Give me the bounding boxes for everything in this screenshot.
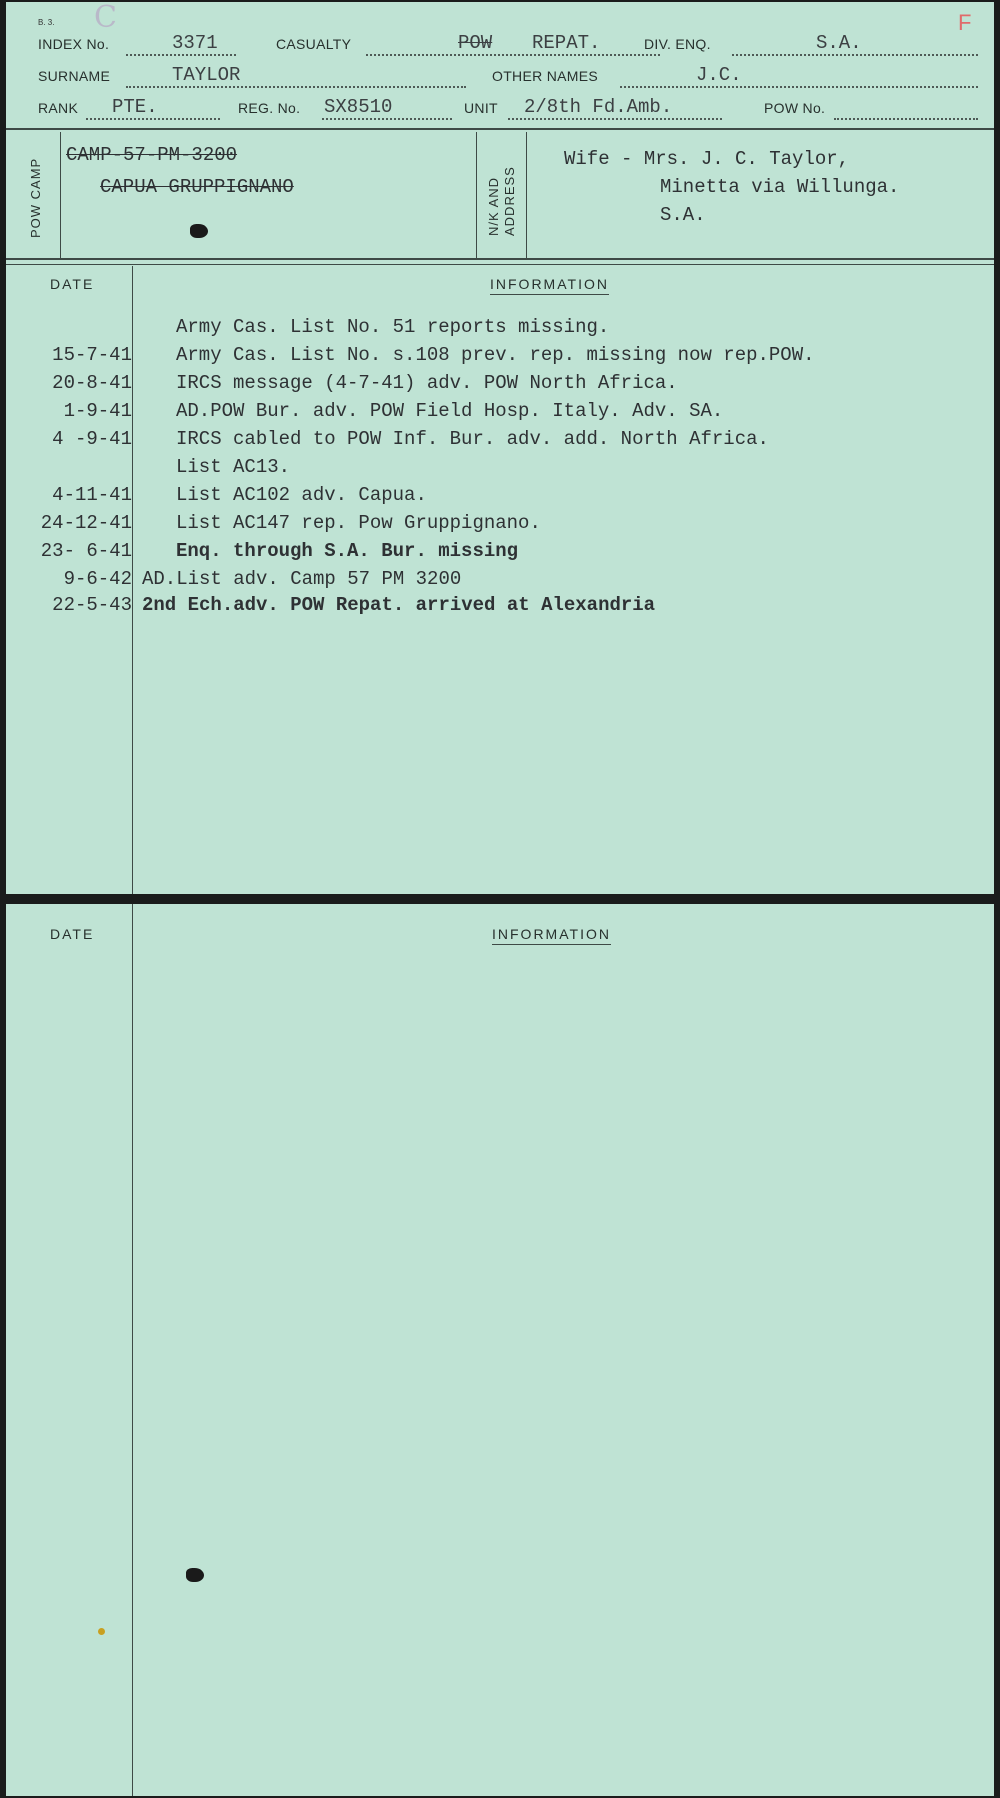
surname-dots [126, 86, 466, 88]
rank-dots [86, 118, 220, 120]
rank-value: PTE. [112, 96, 158, 118]
entry-info: List AC147 rep. Pow Gruppignano. [176, 512, 541, 534]
information-column-header: INFORMATION [490, 276, 609, 295]
back-date-column-header: DATE [50, 926, 95, 942]
index-no-label: INDEX No. [38, 36, 110, 52]
index-no-value: 3371 [172, 32, 218, 54]
header-row-surname [38, 64, 978, 92]
div-enq-dots [732, 54, 978, 56]
unit-label: UNIT [464, 100, 498, 116]
pow-camp-label: POW CAMP [28, 157, 43, 238]
entry-info: AD.List adv. Camp 57 PM 3200 [142, 568, 462, 590]
entry-date: 1-9-41 [63, 400, 132, 422]
entry-info: List AC102 adv. Capua. [176, 484, 427, 506]
pow-camp-section [6, 132, 994, 258]
entry-date: 4 -9-41 [52, 428, 132, 450]
nk-left-divider [476, 132, 477, 258]
entry-info: IRCS cabled to POW Inf. Bur. adv. add. North Africa. [176, 428, 769, 450]
other-names-dots [620, 86, 978, 88]
pow-section-divider-b [6, 264, 994, 265]
reg-no-dots [322, 118, 452, 120]
casualty-value: REPAT. [532, 32, 601, 54]
entry-date: 20-8-41 [52, 372, 132, 394]
reg-no-label: REG. No. [238, 100, 301, 116]
red-annotation-f: F [958, 10, 972, 35]
pow-no-dots [834, 118, 978, 120]
date-column-header: DATE [50, 276, 95, 292]
entry-info: Army Cas. List No. s.108 prev. rep. missing now rep.POW. [176, 344, 815, 366]
entry-info: IRCS message (4-7-41) adv. POW North Africa. [176, 372, 678, 394]
header-row-rank [38, 96, 978, 124]
div-enq-label: DIV. ENQ. [644, 36, 711, 52]
nok-line1: Wife - Mrs. J. C. Taylor, [564, 148, 850, 170]
other-names-value: J.C. [696, 64, 742, 86]
entry-info: Enq. through S.A. Bur. missing [176, 540, 519, 562]
reg-no-value: SX8510 [324, 96, 393, 118]
back-stain-mark [98, 1628, 105, 1635]
pencil-annotation-c: C [94, 2, 117, 35]
entry-info: Army Cas. List No. 51 reports missing. [176, 316, 610, 338]
card-header [6, 2, 994, 126]
rank-label: RANK [38, 100, 79, 116]
ink-blot [190, 224, 208, 238]
entry-date: 4-11-41 [52, 484, 132, 506]
casualty-struck-value: POW [458, 32, 493, 54]
card-front [6, 2, 994, 894]
nk-label-line2: ADDRESS [502, 166, 517, 236]
header-divider [6, 128, 994, 130]
nk-label-line1: N/K AND [486, 176, 501, 236]
entry-date: 9-6-42 [63, 568, 132, 590]
card-back [6, 904, 994, 1796]
nk-right-divider [526, 132, 527, 258]
back-ink-blot [186, 1568, 204, 1582]
other-names-label: OTHER NAMES [492, 68, 598, 84]
back-date-column-divider [132, 904, 133, 1796]
surname-value: TAYLOR [172, 64, 241, 86]
pow-camp-line2: CAPUA GRUPPIGNANO [100, 176, 294, 198]
entry-info: List AC13. [176, 456, 291, 478]
unit-dots [508, 118, 722, 120]
index-no-dots [126, 54, 236, 56]
div-enq-value: S.A. [816, 32, 862, 54]
pow-section-divider-a [6, 258, 994, 260]
header-row-index [38, 32, 978, 60]
pow-camp-label-divider [60, 132, 61, 258]
form-code: B. 3. [38, 18, 55, 27]
back-information-column-header: INFORMATION [492, 926, 611, 945]
casualty-dots [366, 54, 660, 56]
date-column-divider [132, 266, 133, 894]
nok-line3: S.A. [660, 204, 706, 226]
pow-no-label: POW No. [764, 100, 826, 116]
entry-date: 24-12-41 [40, 512, 132, 534]
nok-line2: Minetta via Willunga. [660, 176, 900, 198]
entry-info: 2nd Ech.adv. POW Repat. arrived at Alexandria [142, 594, 656, 616]
entry-info: AD.POW Bur. adv. POW Field Hosp. Italy. Adv. SA. [176, 400, 724, 422]
unit-value: 2/8th Fd.Amb. [524, 96, 673, 118]
entry-date: 15-7-41 [52, 344, 132, 366]
entry-date: 22-5-43 [52, 594, 132, 616]
surname-label: SURNAME [38, 68, 111, 84]
pow-camp-line1: CAMP-57-PM-3200 [66, 144, 238, 166]
casualty-label: CASUALTY [276, 36, 352, 52]
entry-date: 23- 6-41 [40, 540, 132, 562]
